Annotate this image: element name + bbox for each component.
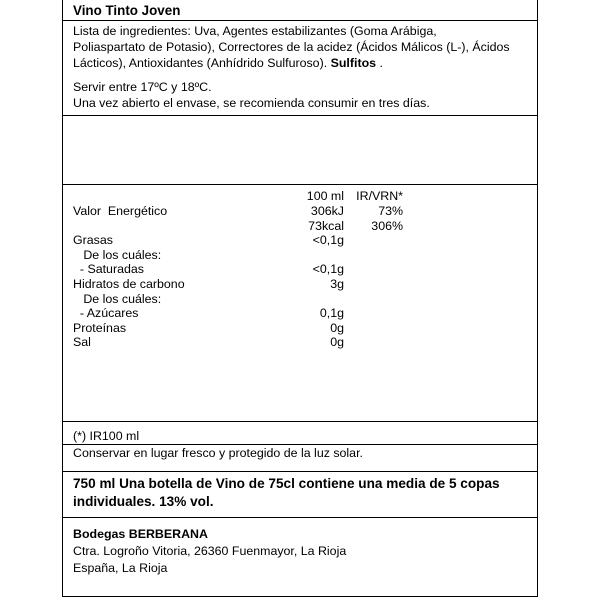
nutrition-value-100ml: 73kcal [308,218,344,233]
footnote: (*) IR100 ml [73,429,140,443]
nutrition-label: - Azúcares [73,306,139,321]
nutrition-value-ir: 73% [378,204,403,218]
ingredients-line-3 [73,56,383,70]
producer-name: Bodegas BERBERANA [73,527,208,541]
nutrition-label: Sal [73,335,91,350]
nutrition-label: Proteínas [73,320,127,335]
nutrition-label: Hidratos de carbono [73,277,185,291]
producer-region: España, La Rioja [73,561,168,575]
ingredients-end: . [376,56,383,70]
nutrition-value-100ml: <0,1g [312,262,344,277]
ingredients-text: Lácticos), Antioxidantes (Anhídrido Sulfuroso). [73,56,331,70]
divider [62,471,538,472]
nutrition-value-100ml: 3g [330,277,344,291]
divider [62,115,538,116]
ingredients-line-1: Lista de ingredientes: Uva, Agentes estabilizantes (Goma Arábiga, [73,24,437,38]
divider [62,517,538,518]
nutrition-value-100ml: 0,1g [319,306,344,321]
divider [62,184,538,185]
volume-line-2: individuales. 13% vol. [73,494,214,509]
after-opening-note: Una vez abierto el envase, se recomienda consumir en tres días. [73,96,430,110]
serving-temperature: Servir entre 17ºC y 18ºC. [73,80,212,94]
nutrition-label: De los cuáles: [73,291,162,306]
nutrition-label: De los cuáles: [73,247,162,262]
divider [62,20,538,21]
producer-address: Ctra. Logroño Vitoria, 26360 Fuenmayor, La Rioja [73,544,347,558]
storage-instructions: Conservar en lugar fresco y protegido de la luz solar. [73,446,363,460]
divider [62,444,538,445]
ingredients-line-2: Poliaspartato de Potasio), Correctores de la acidez (Ácidos Málicos (L-), Ácidos [73,40,510,54]
nutrition-label: - Saturadas [73,262,144,277]
nutrition-label: Valor Energético [73,204,168,218]
nutrition-value-ir: 306% [371,218,403,233]
nutrition-value-100ml: 0g [330,335,344,350]
nutrition-value-100ml: 0g [330,320,344,335]
allergen-sulfitos: Sulfitos [330,56,377,70]
divider [62,421,538,422]
nutrition-value-100ml: 306kJ [310,204,344,218]
volume-line-1: 750 ml Una botella de Vino de 75cl contiene una media de 5 copas [73,476,500,491]
nutrition-header-100ml: 100 ml [306,189,344,203]
nutrition-value-100ml: <0,1g [312,233,344,248]
nutrition-label: Grasas [73,233,113,248]
nutrition-header-ir: IR/VRN* [356,189,403,203]
product-title: Vino Tinto Joven [73,3,181,18]
